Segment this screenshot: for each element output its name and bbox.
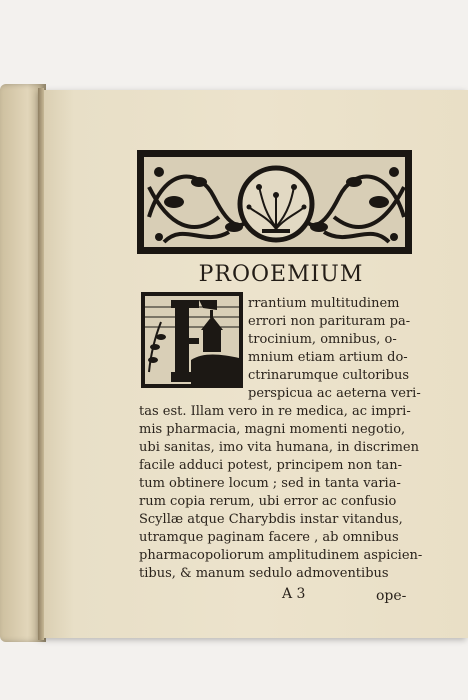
- text-line: ctrinarumque cultoribus: [248, 368, 410, 383]
- text-line: tum obtinere locum ; sed in tanta varia-: [139, 476, 401, 491]
- signature-mark: A 3: [282, 586, 306, 602]
- text-line: pharmacopoliorum amplitudinem aspicien-: [139, 548, 423, 563]
- catchword: ope-: [376, 588, 407, 604]
- text-line: errori non parituram pa-: [248, 314, 411, 329]
- gutter: [38, 88, 44, 640]
- text-line: facile adduci potest, principem non tan-: [139, 458, 402, 473]
- text-line: tibus, & manum sedulo admoventibus: [139, 566, 389, 581]
- text-line: rrantium multitudinem: [248, 296, 400, 311]
- text-line: ubi sanitas, imo vita humana, in discrimen: [139, 440, 419, 455]
- text-line: utramque paginam facere , ab omnibus: [139, 530, 399, 545]
- text-line: perspicua ac aeterna veri-: [248, 386, 421, 401]
- woodcut-headpiece: [137, 150, 412, 254]
- text-line: Scyllæ atque Charybdis instar vitandus,: [139, 512, 403, 527]
- text-line: rum copia rerum, ubi error ac confusio: [139, 494, 397, 509]
- text-line: mnium etiam artium do-: [248, 350, 408, 365]
- text-line: trocinium, omnibus, o-: [248, 332, 397, 347]
- decorated-initial-e: [141, 292, 243, 388]
- page-title: PROOEMIUM: [198, 262, 364, 287]
- headpiece-ornament: [144, 157, 405, 247]
- initial-illustration: [141, 292, 243, 388]
- text-line: mis pharmacia, magni momenti negotio,: [139, 422, 406, 437]
- text-line: tas est. Illam vero in re medica, ac impri-: [139, 404, 411, 419]
